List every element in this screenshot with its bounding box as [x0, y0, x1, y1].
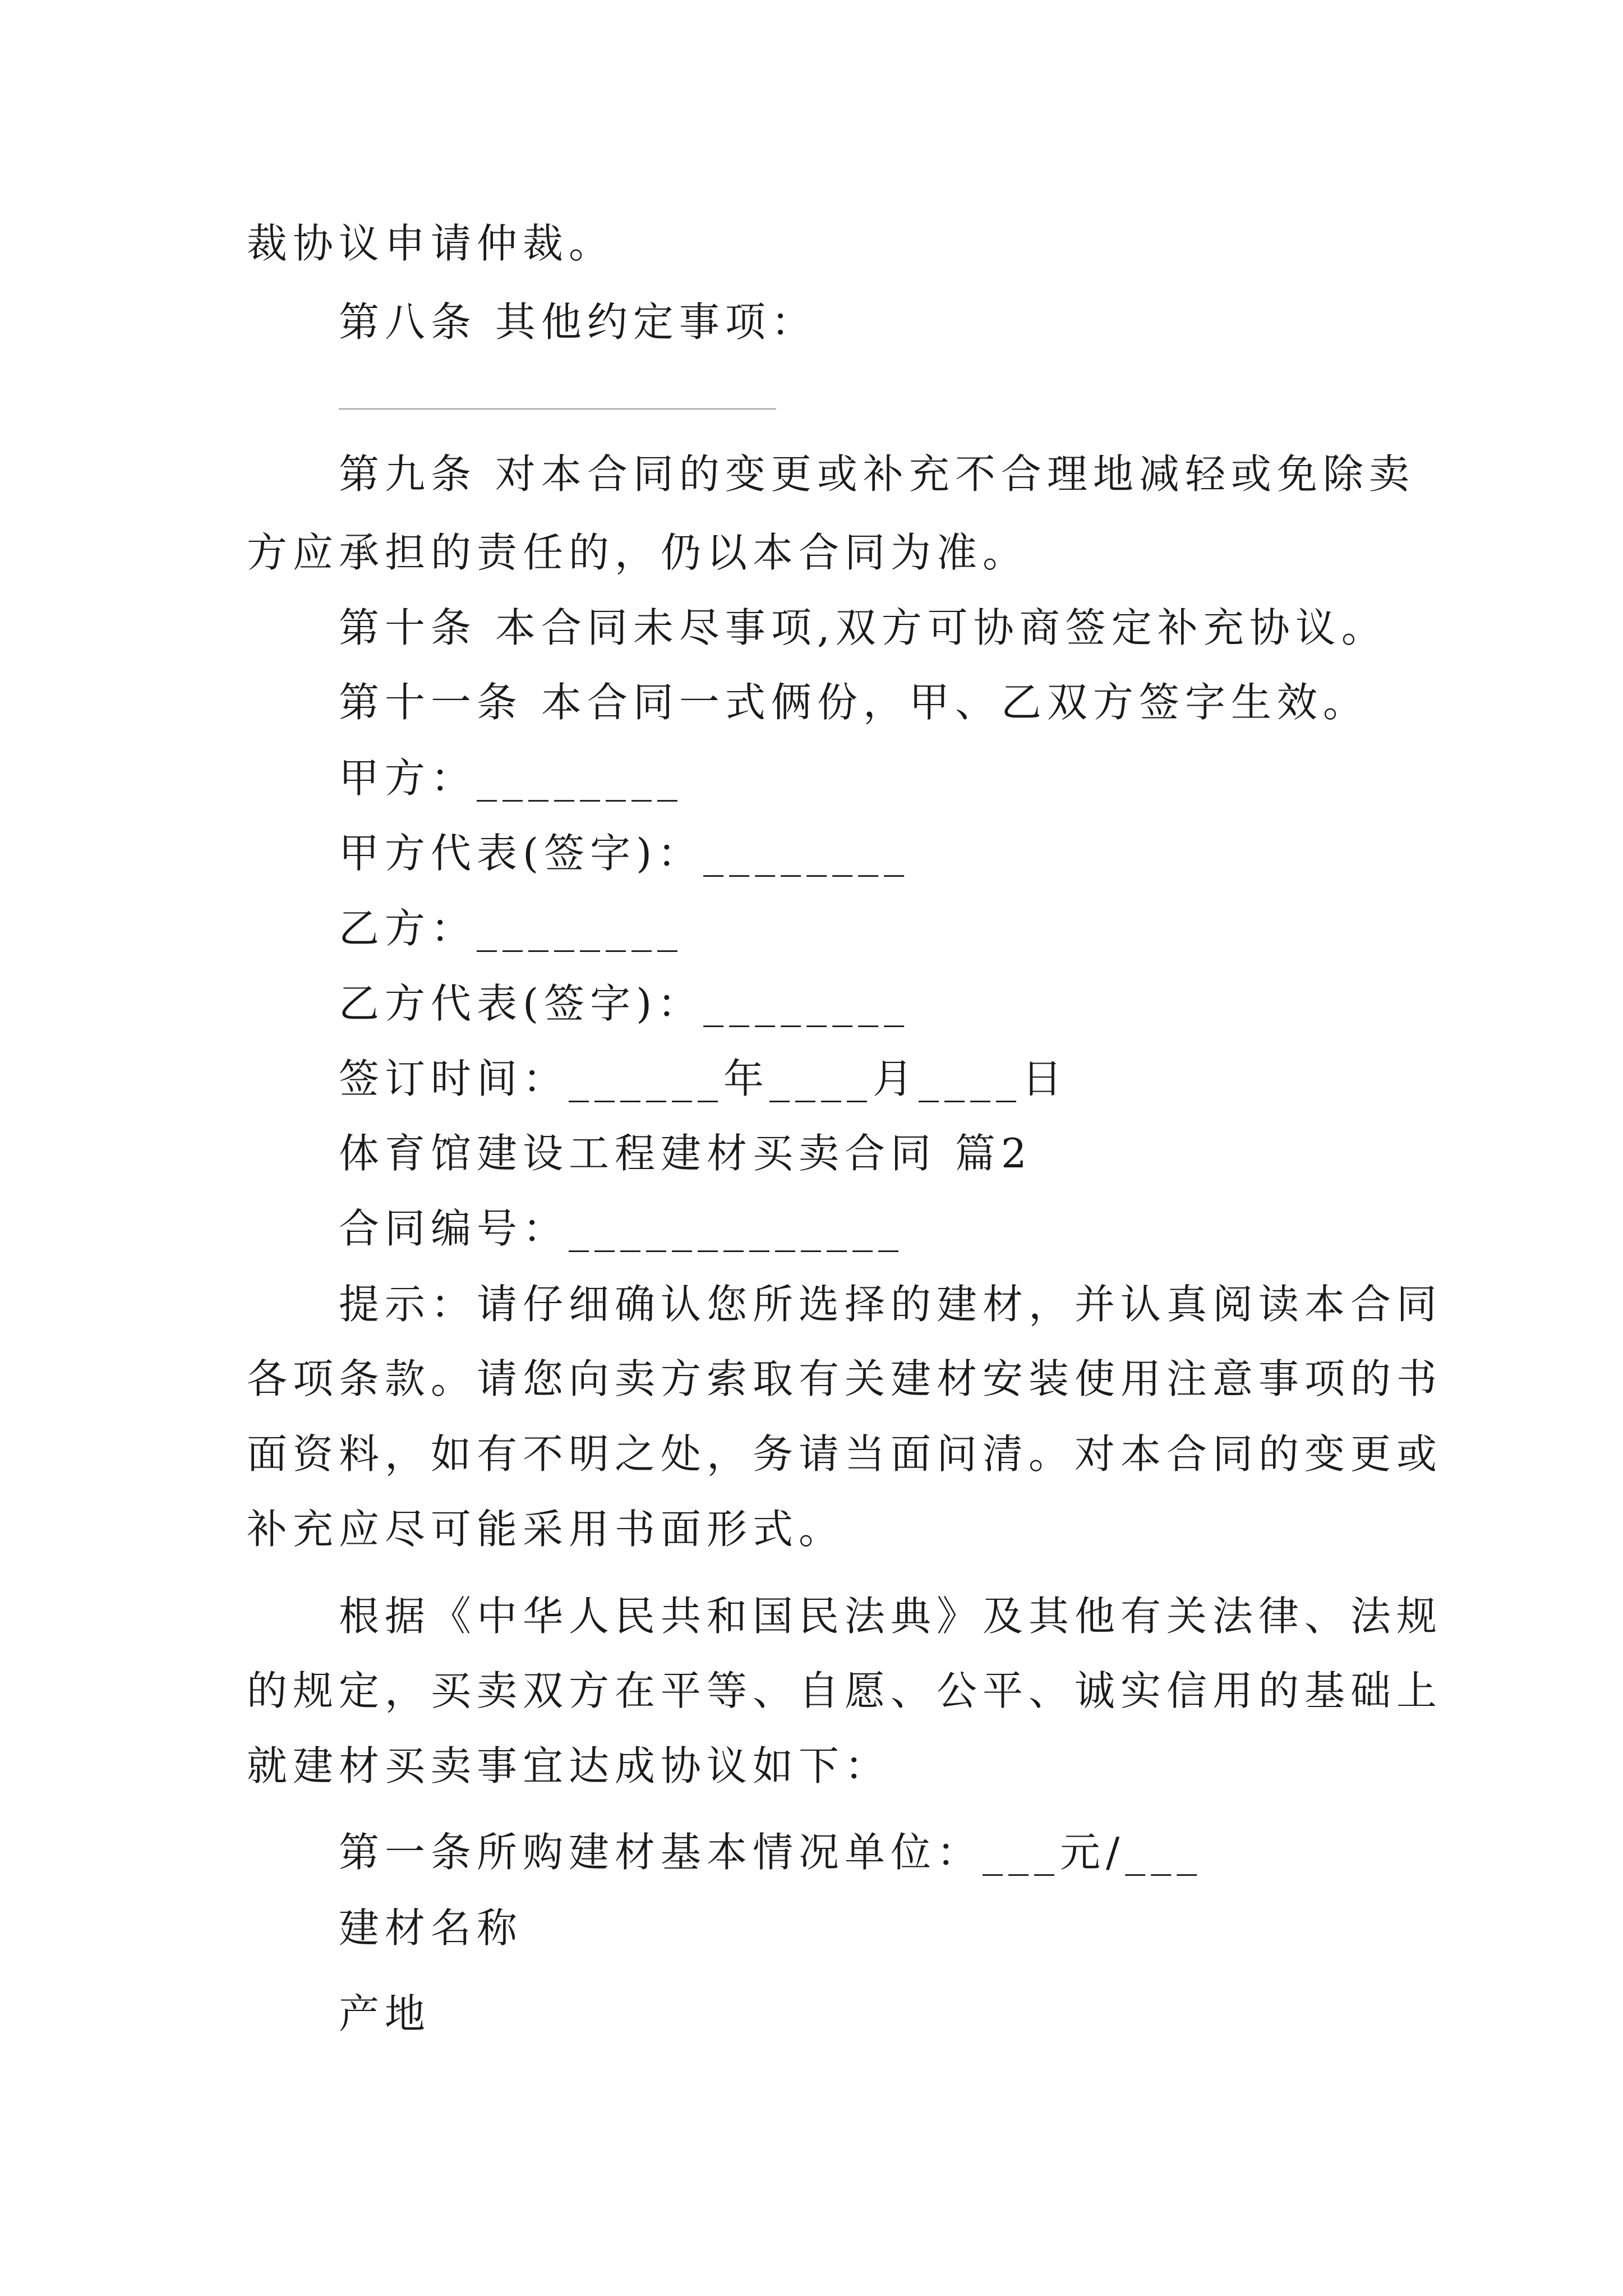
article-9-line-2: 方应承担的责任的，仍以本合同为准。 — [247, 529, 1029, 576]
paragraph-arbitration-end: 裁协议申请仲裁。 — [247, 220, 615, 267]
contract-number-field: 合同编号：_____________ — [339, 1205, 905, 1252]
party-a-field: 甲方：________ — [339, 754, 684, 802]
article-1-unit-field: 第一条所购建材基本情况单位：___元/___ — [339, 1829, 1203, 1876]
article-11: 第十一条 本合同一式俩份，甲、乙双方签字生效。 — [339, 679, 1369, 726]
basis-line-3: 就建材买卖事宜达成协议如下： — [247, 1742, 891, 1789]
basis-line-2: 的规定，买卖双方在平等、自愿、公平、诚实信用的基础上 — [247, 1667, 1443, 1714]
material-name-label: 建材名称 — [339, 1904, 523, 1952]
article-10: 第十条 本合同未尽事项,双方可协商签定补充协议。 — [339, 604, 1387, 651]
article-8-heading: 第八条 其他约定事项： — [339, 298, 817, 346]
party-b-field: 乙方：________ — [339, 905, 684, 952]
article-8-blank-line — [339, 408, 776, 409]
article-9-line-1: 第九条 对本合同的变更或补充不合理地减轻或免除卖 — [339, 450, 1415, 498]
notice-line-3: 面资料，如有不明之处，务请当面问清。对本合同的变更或 — [247, 1430, 1443, 1478]
party-a-representative-field: 甲方代表(签字)：________ — [339, 830, 910, 877]
notice-line-2: 各项条款。请您向卖方索取有关建材安装使用注意事项的书 — [247, 1355, 1443, 1402]
party-b-representative-field: 乙方代表(签字)：________ — [339, 980, 910, 1027]
notice-line-1: 提示：请仔细确认您所选择的建材，并认真阅读本合同 — [339, 1281, 1443, 1328]
notice-line-4: 补充应尽可能采用书面形式。 — [247, 1506, 845, 1553]
origin-label: 产地 — [339, 1990, 431, 2037]
basis-line-1: 根据《中华人民共和国民法典》及其他有关法律、法规 — [339, 1593, 1443, 1640]
signing-date-field: 签订时间：______年____月____日 — [339, 1055, 1068, 1102]
section-title-part-2: 体育馆建设工程建材买卖合同 篇2 — [339, 1130, 1032, 1177]
